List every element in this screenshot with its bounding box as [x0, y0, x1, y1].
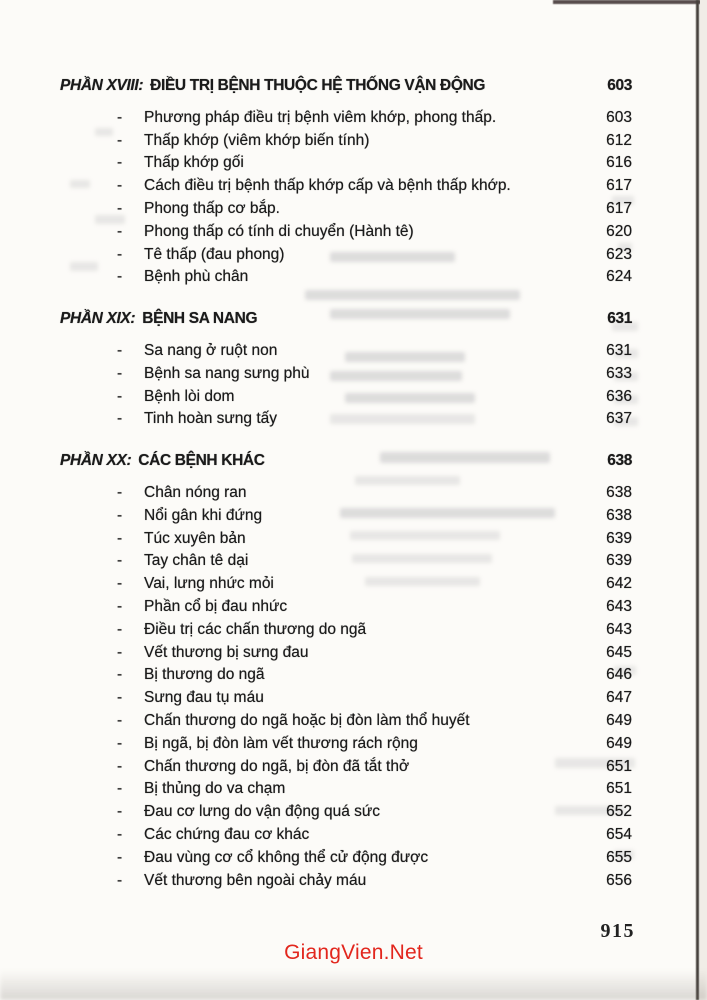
entry-label: Bị thương do ngã: [144, 666, 265, 684]
dash-bullet: -: [117, 711, 123, 729]
dash-bullet: -: [117, 780, 123, 798]
toc-entry: [60, 363, 632, 386]
entry-page-number: 633: [606, 364, 632, 382]
dash-bullet: -: [117, 341, 123, 359]
entry-label: Túc xuyên bản: [144, 529, 246, 547]
entry-page-number: 649: [606, 711, 632, 729]
entry-page-number: 617: [606, 177, 632, 195]
toc-entry: [60, 266, 632, 289]
entry-label: Phong thấp có tính di chuyển (Hành tê): [144, 222, 414, 240]
section-title: BỆNH SA NANG: [142, 310, 258, 328]
section-prefix: PHẦN XVIII:: [60, 77, 144, 94]
entry-page-number: 612: [606, 131, 632, 149]
entry-label: Vết thương bị sưng đau: [144, 643, 309, 661]
entry-page-number: 617: [606, 199, 632, 217]
toc-entry: [60, 386, 632, 409]
toc-entry: [60, 710, 632, 733]
dash-bullet: -: [117, 199, 123, 217]
entry-page-number: 642: [606, 575, 632, 593]
toc-entry: [60, 221, 632, 244]
entry-label: Tinh hoàn sưng tấy: [144, 410, 278, 428]
toc-entry: [60, 664, 632, 687]
dash-bullet: -: [117, 245, 123, 263]
section-items: [60, 107, 632, 289]
entry-page-number: 645: [606, 643, 632, 661]
entry-label: Tê thấp (đau phong): [144, 245, 285, 263]
toc-entry: [60, 340, 632, 363]
entry-label: Chân nóng ran: [144, 483, 247, 501]
entry-label: Thấp khớp gối: [144, 154, 244, 172]
dash-bullet: -: [117, 268, 123, 286]
entry-page-number: 603: [606, 108, 632, 126]
dash-bullet: -: [117, 506, 123, 524]
section-heading: [60, 308, 632, 331]
section-title: ĐIỀU TRỊ BỆNH THUỘC HỆ THỐNG VẬN ĐỘNG: [150, 77, 486, 94]
entry-page-number: 643: [606, 620, 632, 638]
entry-label: Nổi gân khi đứng: [144, 506, 263, 524]
entry-page-number: 651: [606, 780, 632, 798]
entry-page-number: 631: [606, 341, 632, 359]
toc-entry: [60, 687, 632, 710]
toc-entry: [60, 824, 632, 847]
entry-label: Bị thủng do va chạm: [144, 780, 286, 798]
section-page-number: 638: [607, 452, 632, 470]
dash-bullet: -: [117, 825, 123, 843]
section-prefix: PHẦN XIX:: [60, 310, 136, 328]
table-of-contents: [60, 75, 632, 892]
entry-page-number: 637: [606, 410, 632, 428]
entry-page-number: 639: [606, 552, 632, 570]
section-heading: [60, 450, 632, 473]
entry-label: Phần cổ bị đau nhức: [144, 597, 288, 615]
page-number: 915: [600, 920, 635, 942]
section-heading: [60, 75, 632, 98]
dash-bullet: -: [117, 575, 123, 593]
entry-label: Chấn thương do ngã, bị đòn đã tắt thở: [144, 757, 410, 775]
toc-entry: [60, 778, 632, 801]
dash-bullet: -: [117, 620, 123, 638]
dash-bullet: -: [117, 131, 123, 149]
entry-page-number: 620: [606, 222, 632, 240]
entry-page-number: 639: [606, 529, 632, 547]
section-items: [60, 340, 632, 431]
entry-label: Bệnh phù chân: [144, 268, 249, 286]
section-page-number: 603: [607, 77, 632, 94]
entry-label: Sa nang ở ruột non: [144, 341, 278, 359]
entry-label: Phương pháp điều trị bệnh viêm khớp, phong thấp.: [144, 108, 497, 126]
dash-bullet: -: [117, 666, 123, 684]
dash-bullet: -: [117, 643, 123, 661]
entry-page-number: 655: [606, 848, 632, 866]
toc-entry: [60, 408, 632, 431]
dash-bullet: -: [117, 848, 123, 866]
toc-section: [60, 450, 632, 892]
entry-label: Bệnh lòi dom: [144, 387, 235, 405]
toc-entry: [60, 756, 632, 779]
entry-label: Đau cơ lưng do vận động quá sức: [144, 803, 381, 821]
dash-bullet: -: [117, 689, 123, 707]
entry-page-number: 654: [606, 825, 632, 843]
dash-bullet: -: [117, 757, 123, 775]
scan-edge-right: [696, 0, 699, 1000]
entry-label: Thấp khớp (viêm khớp biến tính): [144, 131, 370, 149]
entry-page-number: 638: [606, 483, 632, 501]
entry-page-number: 624: [606, 268, 632, 286]
toc-entry: [60, 801, 632, 824]
entry-page-number: 638: [606, 506, 632, 524]
entry-label: Cách điều trị bệnh thấp khớp cấp và bệnh thấp khớp.: [144, 177, 511, 195]
toc-entry: [60, 175, 632, 198]
toc-entry: [60, 152, 632, 175]
toc-entry: [60, 596, 632, 619]
dash-bullet: -: [117, 483, 123, 501]
dash-bullet: -: [117, 222, 123, 240]
toc-entry: [60, 733, 632, 756]
entry-label: Vết thương bên ngoài chảy máu: [144, 871, 367, 889]
entry-label: Đau vùng cơ cổ không thể cử động được: [144, 848, 429, 866]
toc-entry: [60, 573, 632, 596]
dash-bullet: -: [117, 803, 123, 821]
entry-page-number: 651: [606, 757, 632, 775]
toc-entry: [60, 244, 632, 267]
toc-entry: [60, 847, 632, 870]
entry-label: Các chứng đau cơ khác: [144, 825, 310, 843]
toc-entry: [60, 642, 632, 665]
toc-entry: [60, 130, 632, 153]
toc-section: [60, 308, 632, 431]
toc-entry: [60, 528, 632, 551]
section-items: [60, 482, 632, 892]
toc-entry: [60, 619, 632, 642]
entry-label: Chấn thương do ngã hoặc bị đòn làm thổ huyết: [144, 711, 470, 729]
dash-bullet: -: [117, 871, 123, 889]
section-prefix: PHẦN XX:: [60, 452, 132, 470]
dash-bullet: -: [117, 154, 123, 172]
dash-bullet: -: [117, 552, 123, 570]
entry-label: Phong thấp cơ bắp.: [144, 199, 280, 217]
entry-label: Điều trị các chấn thương do ngã: [144, 620, 367, 638]
dash-bullet: -: [117, 410, 123, 428]
toc-entry: [60, 550, 632, 573]
dash-bullet: -: [117, 734, 123, 752]
dash-bullet: -: [117, 108, 123, 126]
entry-page-number: 647: [606, 689, 632, 707]
entry-label: Bị ngã, bị đòn làm vết thương rách rộng: [144, 734, 418, 752]
dash-bullet: -: [117, 177, 123, 195]
entry-page-number: 656: [606, 871, 632, 889]
toc-entry: [60, 107, 632, 130]
entry-page-number: 646: [606, 666, 632, 684]
entry-label: Sưng đau tụ máu: [144, 689, 264, 707]
section-page-number: 631: [607, 310, 632, 328]
dash-bullet: -: [117, 597, 123, 615]
entry-page-number: 652: [606, 803, 632, 821]
scan-margin-right: [700, 0, 707, 1000]
entry-page-number: 643: [606, 597, 632, 615]
entry-page-number: 623: [606, 245, 632, 263]
entry-page-number: 636: [606, 387, 632, 405]
dash-bullet: -: [117, 387, 123, 405]
entry-label: Bệnh sa nang sưng phù: [144, 364, 310, 382]
entry-label: Vai, lưng nhức mỏi: [144, 575, 274, 593]
toc-entry: [60, 198, 632, 221]
section-title: CÁC BỆNH KHÁC: [138, 452, 265, 470]
dash-bullet: -: [117, 364, 123, 382]
watermark-link: GiangVien.Net: [284, 941, 423, 964]
toc-entry: [60, 482, 632, 505]
scan-shadow-bottom: [0, 970, 707, 1000]
toc-section: [60, 75, 632, 289]
entry-label: Tay chân tê dại: [144, 552, 249, 570]
toc-entry: [60, 505, 632, 528]
entry-page-number: 649: [606, 734, 632, 752]
entry-page-number: 616: [606, 154, 632, 172]
dash-bullet: -: [117, 529, 123, 547]
scan-edge-top: [553, 0, 707, 4]
toc-entry: [60, 870, 632, 893]
